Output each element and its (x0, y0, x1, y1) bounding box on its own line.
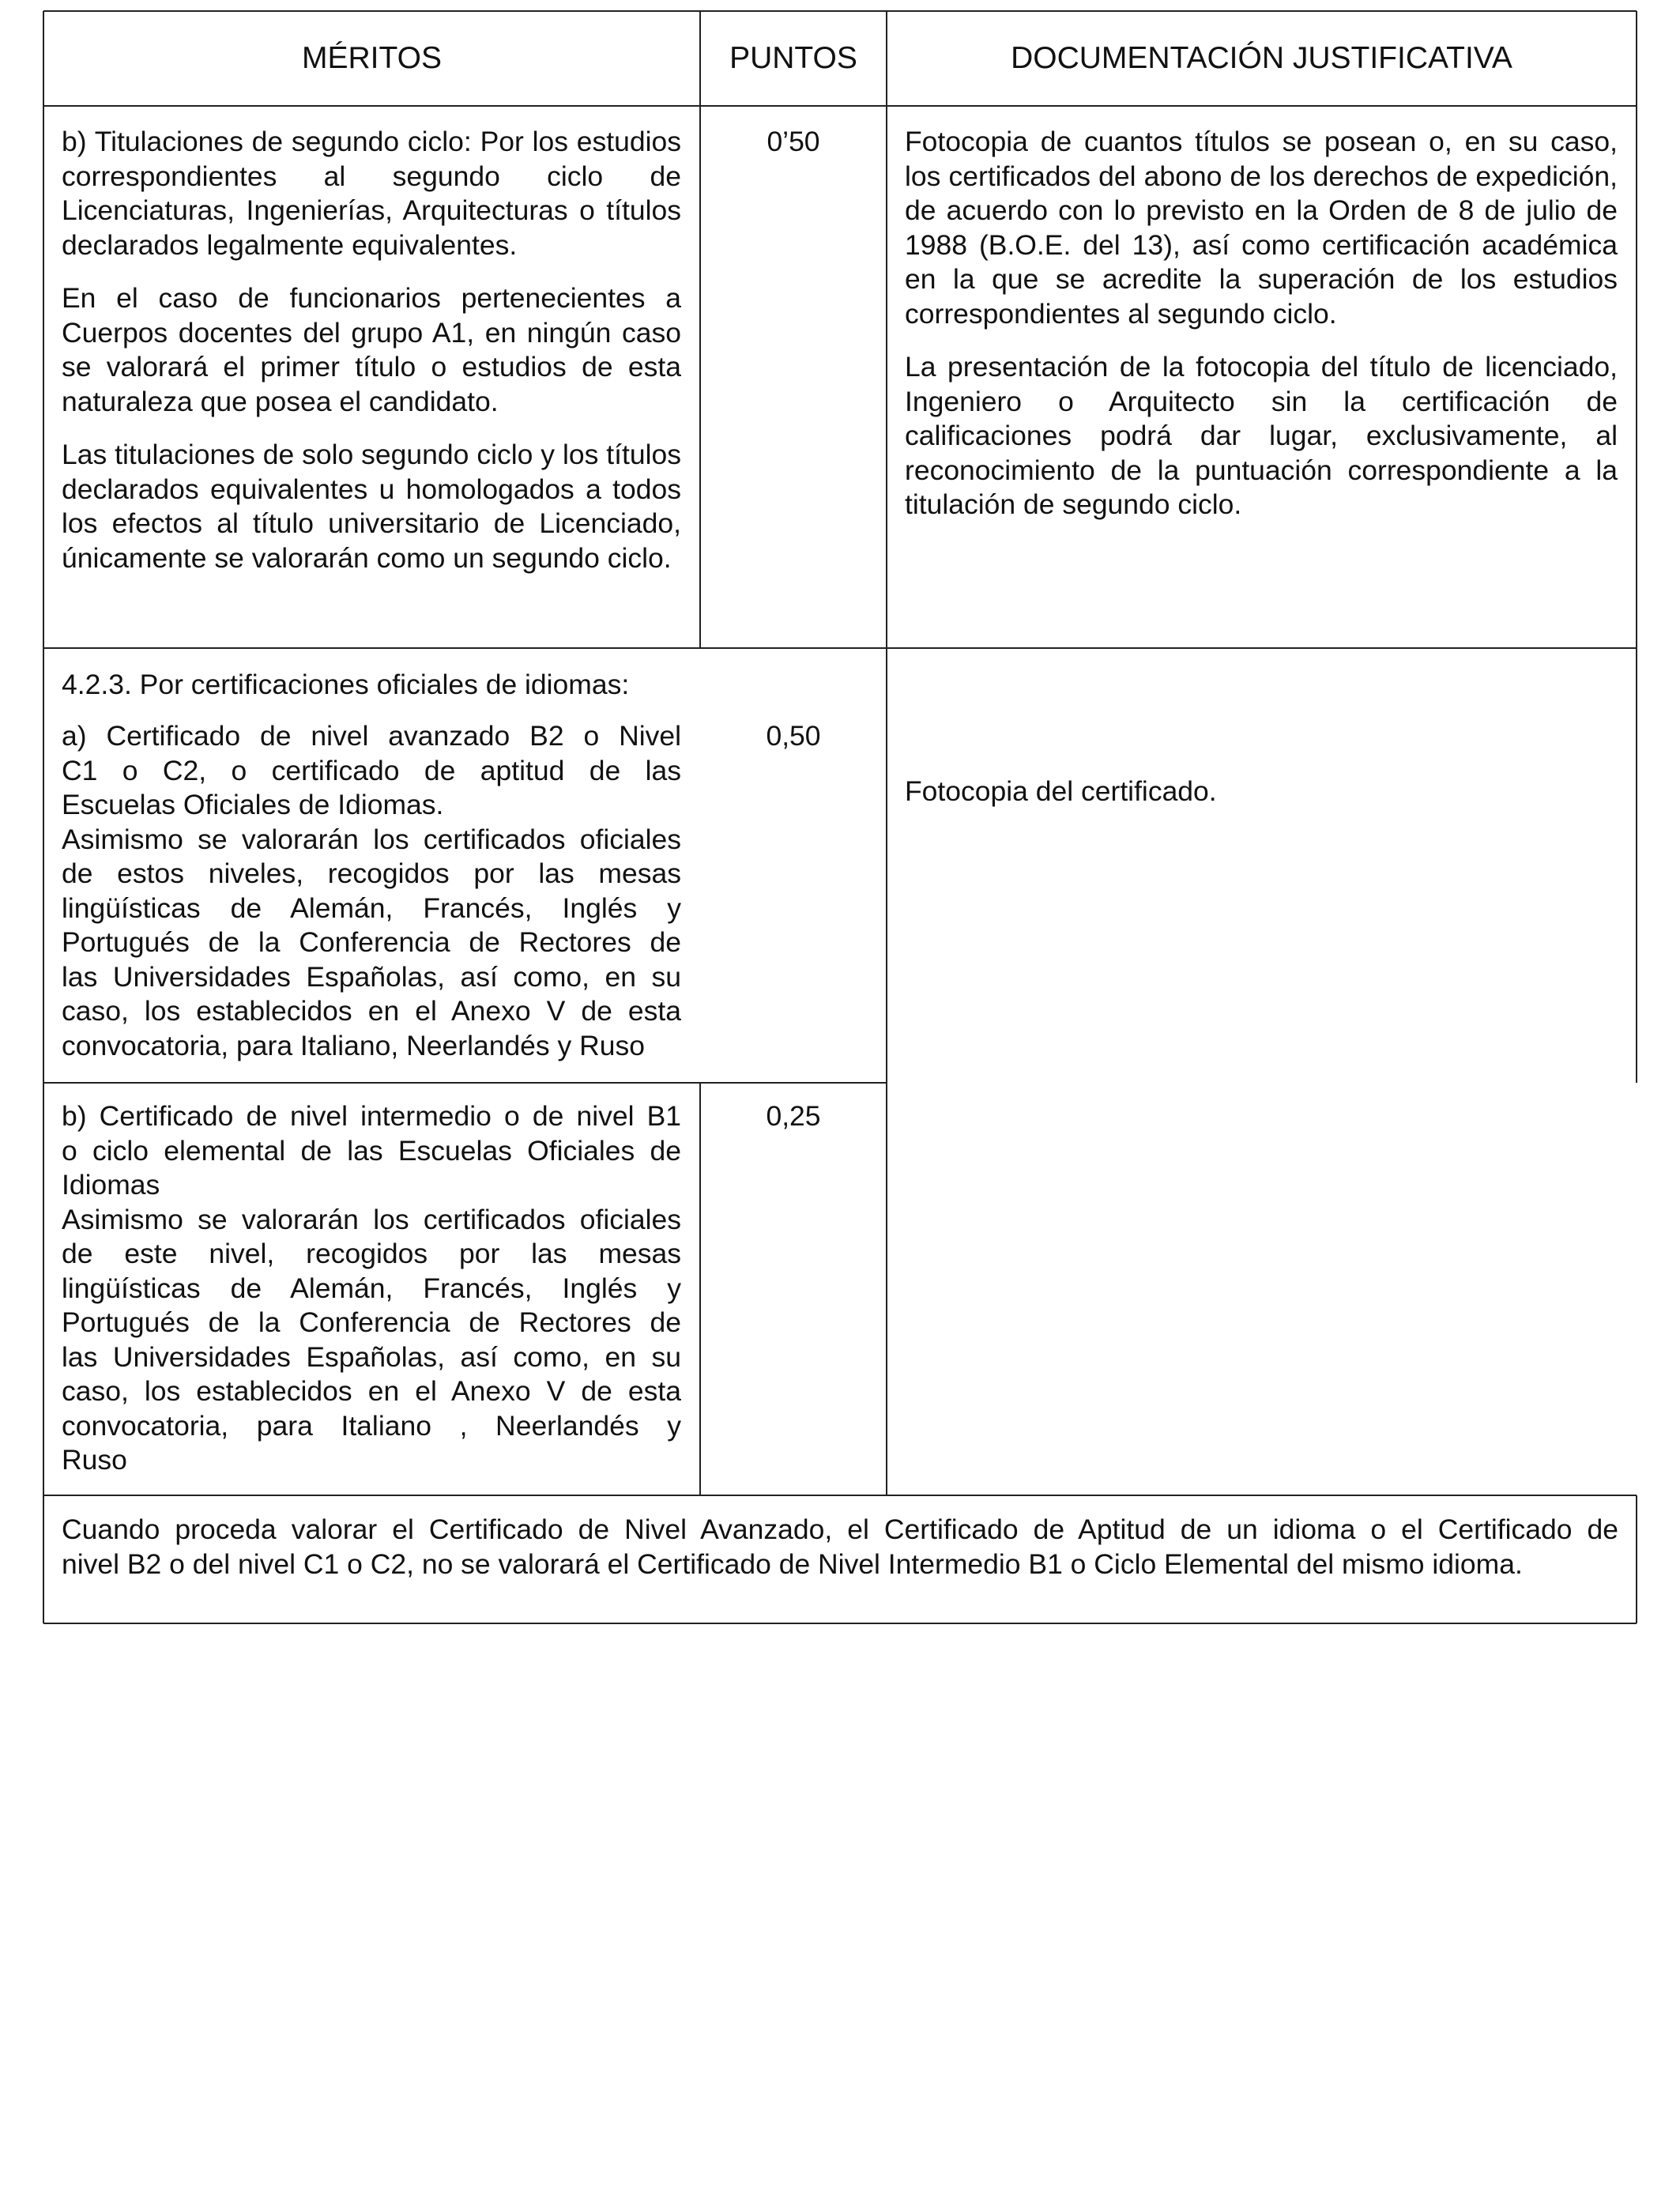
row-b-doc-paragraph: Fotocopia de cuantos títulos se posean o, en su caso, los certificados del abono de los derechos de expedición, de acuerdo con lo previsto en la Orden de 8 de julio de 1988 (B.O.E. del 13), así como certificación académica en la que se acredite la superación de los estudios correspondientes al segundo ciclo. (905, 126, 1618, 330)
header-puntos-label: PUNTOS (729, 41, 857, 76)
section-423-documentacion-text: Fotocopia del certificado. (905, 775, 1217, 807)
note (62, 1513, 1618, 1581)
item-b-line: Idiomas (62, 1169, 160, 1201)
item-b-puntos (700, 1099, 887, 1134)
item-a-line: convocatoria, para Italiano, Neerlandés y Ruso (62, 1029, 646, 1061)
item-a-line: Escuelas Oficiales de Idiomas. (62, 789, 444, 820)
item-b-line: Portugués de la Conferencia de Rectores de (62, 1306, 681, 1338)
row-b-merito (62, 125, 681, 575)
header-puntos (700, 11, 887, 106)
item-a-line: las Universidades Españolas, así como, en su (62, 960, 681, 993)
note-line: Cuando proceda valorar el Certificado de Nivel Avanzado, el Certificado de Aptitud de un idioma o el Certificado de (62, 1514, 1618, 1545)
item-b-puntos-value: 0,25 (766, 1100, 821, 1132)
row-b-merito-paragraph: b) Titulaciones de segundo ciclo: Por los estudios correspondientes al segundo ciclo de Licenciaturas, Ingenierías, Arquitecturas o títulos declarados legalmente equivalentes. (62, 126, 681, 261)
row-b-doc-paragraph: La presentación de la fotocopia del título de licenciado, Ingeniero o Arquitecto sin la certificación de calificaciones podrá dar lugar, exclusivamente, al reconocimiento de la puntuación correspondiente a la titulación de segundo ciclo. (905, 351, 1618, 520)
item-b-line: lingüísticas de Alemán, Francés, Inglés y (62, 1272, 681, 1304)
item-a-line: C1 o C2, o certificado de aptitud de las (62, 754, 681, 786)
row-b-puntos-value: 0’50 (767, 126, 820, 157)
header-meritos-label: MÉRITOS (302, 41, 442, 76)
note-line: nivel B2 o del nivel C1 o C2, no se valorará el Certificado de Nivel Intermedio B1 o Ciclo Elemental del mismo idioma. (62, 1547, 1523, 1580)
item-a-line: Asimismo se valorarán los certificados oficiales (62, 823, 681, 855)
item-a-line: caso, los establecidos en el Anexo V de esta (62, 995, 681, 1027)
section-423-title (62, 668, 681, 703)
item-b-merito (62, 1099, 681, 1478)
item-b-line: Ruso (62, 1444, 127, 1476)
item-a-line: Portugués de la Conferencia de Rectores de (62, 926, 681, 958)
row-b-puntos (700, 125, 887, 160)
row-b-merito-paragraph: En el caso de funcionarios pertenecientes a Cuerpos docentes del grupo A1, en ningún caso se valorará el primer título o estudios de esta naturaleza que posea el candidato. (62, 282, 681, 417)
item-b-line: de este nivel, recogidos por las mesas (62, 1238, 681, 1269)
item-b-line: convocatoria, para Italiano , Neerlandés y (62, 1409, 681, 1442)
item-a-line: a) Certificado de nivel avanzado B2 o Nivel (62, 720, 681, 752)
item-a-line: de estos niveles, recogidos por las mesas (62, 858, 681, 889)
item-a-puntos (700, 719, 887, 754)
row-b-merito-paragraph: Las titulaciones de solo segundo ciclo y los títulos declarados equivalentes u homologados a todos los efectos al título universitario de Licenciado, únicamente se valorarán como un segundo ciclo. (62, 439, 681, 574)
item-b-line: Asimismo se valorarán los certificados oficiales (62, 1203, 681, 1235)
header-meritos (43, 11, 700, 106)
item-b-line: o ciclo elemental de las Escuelas Oficiales de (62, 1134, 681, 1167)
section-423-documentacion (905, 775, 1618, 809)
item-a-merito (62, 719, 681, 1063)
header-documentacion-label: DOCUMENTACIÓN JUSTIFICATIVA (1011, 41, 1512, 76)
header-documentacion (887, 11, 1637, 106)
item-b-line: caso, los establecidos en el Anexo V de esta (62, 1375, 681, 1407)
section-423-title-text: 4.2.3. Por certificaciones oficiales de idiomas: (62, 669, 630, 700)
item-a-puntos-value: 0,50 (766, 720, 821, 752)
item-b-line: las Universidades Españolas, así como, en su (62, 1340, 681, 1373)
item-b-line: b) Certificado de nivel intermedio o de nivel B1 (62, 1100, 681, 1132)
row-b-documentacion (905, 125, 1618, 522)
item-a-line: lingüísticas de Alemán, Francés, Inglés y (62, 892, 681, 924)
